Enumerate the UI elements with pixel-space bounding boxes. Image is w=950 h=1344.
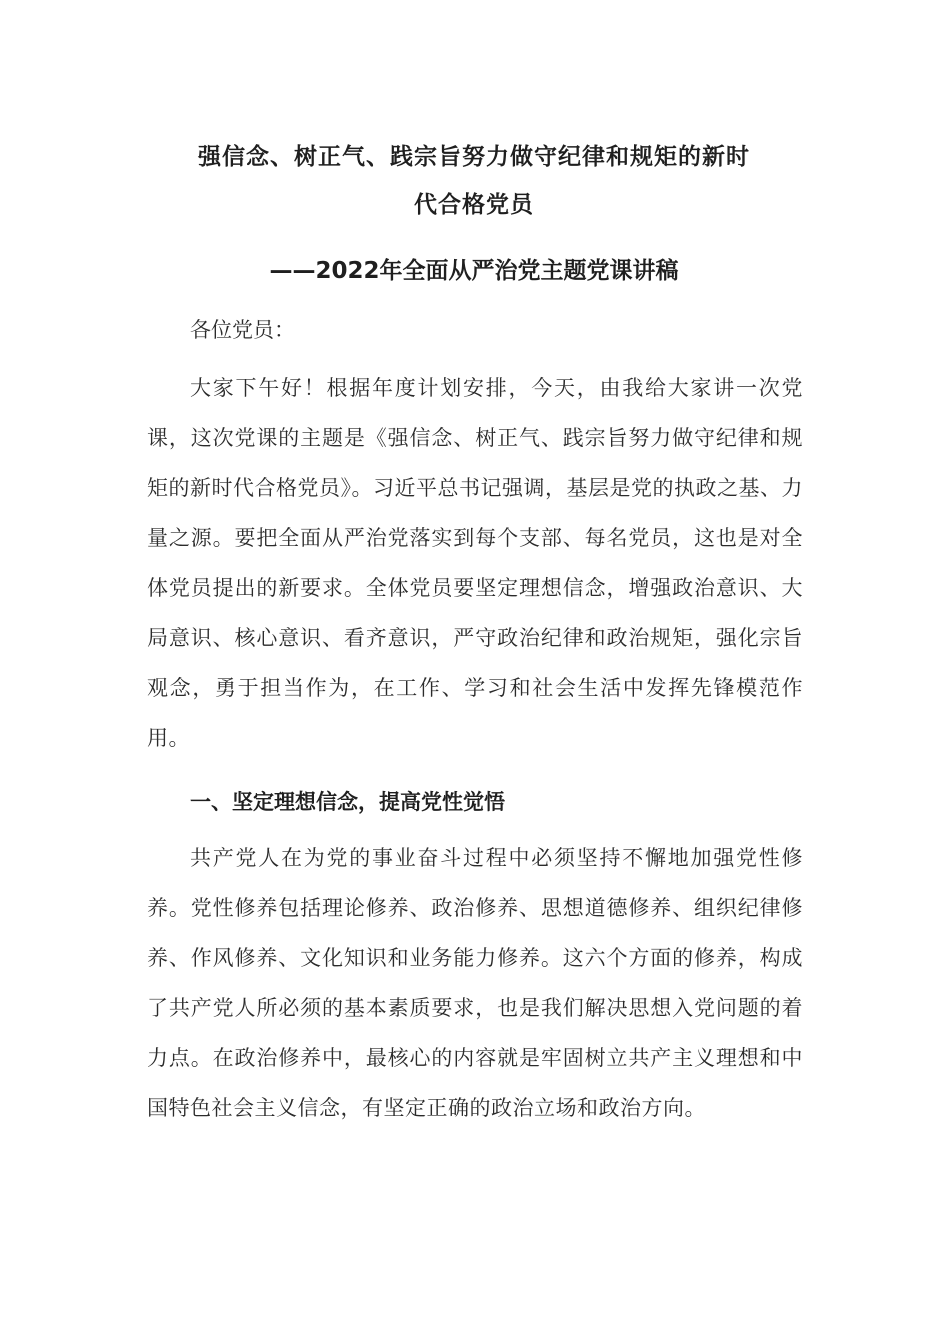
document-title-line-1: 强信念、树正气、践宗旨努力做守纪律和规矩的新时	[198, 144, 750, 170]
section-heading-1: 一、坚定理想信念，提高党性觉悟	[190, 790, 505, 814]
intro-paragraph: 大家下午好！根据年度计划安排，今天，由我给大家讲一次党课，这次党课的主题是《强信念、树正气、践宗旨努力做守纪律和规矩的新时代合格党员》。习近平总书记强调，基层是党的执政之基、力量之源。要把全面从严治党落实到每个支部、每名党员，这也是对全体党员提出的新要求。全体党员要坚定理想信念，增强政治意识、大局意识、核心意识、看齐意识，严守政治纪律和政治规矩，强化宗旨观念，勇于担当作为，在工作、学习和社会生活中发挥先锋模范作用。	[147, 376, 803, 750]
document-subtitle: ——2022年全面从严治党主题党课讲稿	[269, 258, 679, 284]
document-title-line-2: 代合格党员	[414, 192, 534, 218]
section-1-paragraph: 共产党人在为党的事业奋斗过程中必须坚持不懈地加强党性修养。党性修养包括理论修养、政治修养、思想道德修养、组织纪律修养、作风修养、文化知识和业务能力修养。这六个方面的修养，构成了共产党人所必须的基本素质要求，也是我们解决思想入党问题的着力点。在政治修养中，最核心的内容就是牢固树立共产主义理想和中国特色社会主义信念，有坚定正确的政治立场和政治方向。	[147, 846, 803, 1120]
salutation: 各位党员：	[190, 318, 295, 342]
